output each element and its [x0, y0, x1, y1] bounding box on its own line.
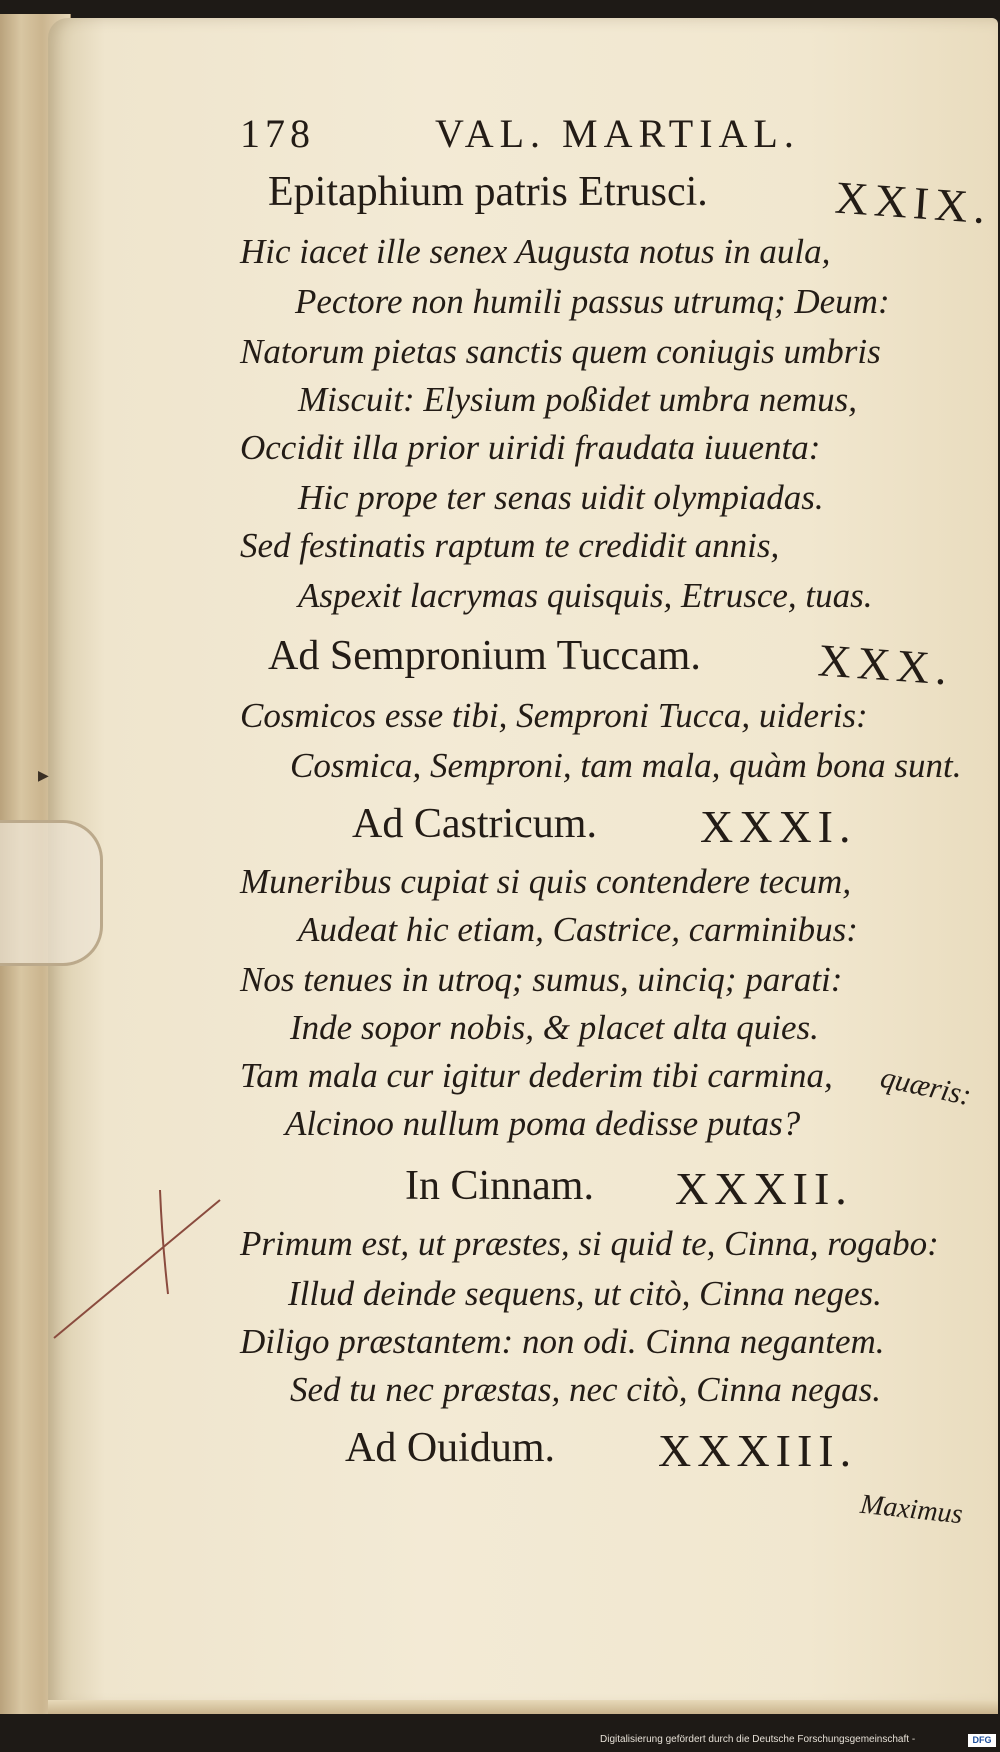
verse-line: Sed tu nec præstas, nec citò, Cinna negas. [290, 1370, 882, 1409]
arrow-marker-icon: ▶ [38, 769, 49, 784]
poem-numeral: XXIX. [833, 171, 994, 234]
poem-title: In Cinnam. [405, 1163, 594, 1209]
page-number: 178 [240, 111, 315, 156]
poem-title: Epitaphium patris Etrusci. [268, 169, 708, 215]
running-header [240, 110, 840, 160]
verse-line: Inde sopor nobis, & placet alta quies. [290, 1008, 819, 1047]
page-bottom-edge [48, 1700, 998, 1714]
poem-numeral: XXXI. [700, 801, 857, 852]
verse-line: Audeat hic etiam, Castrice, carminibus: [298, 910, 858, 949]
digitization-credit: Digitalisierung gefördert durch die Deutsche Forschungsgemeinschaft - [600, 1734, 916, 1745]
verse-line: Primum est, ut præstes, si quid te, Cinna, rogabo: [240, 1224, 939, 1263]
poem-numeral: XXX. [816, 634, 955, 695]
pencil-annotation-mark [50, 1190, 240, 1340]
page-clip [0, 820, 103, 966]
running-title: VAL. MARTIAL. [435, 111, 800, 156]
dfg-logo: DFG [968, 1734, 996, 1747]
poem-numeral: XXXIII. [658, 1425, 858, 1476]
verse-line: Tam mala cur igitur dederim tibi carmina, [240, 1056, 833, 1095]
verse-line: Diligo præstantem: non odi. Cinna negantem. [240, 1322, 885, 1361]
poem-numeral: XXXII. [675, 1163, 853, 1214]
verse-line: Hic iacet ille senex Augusta notus in aula, [240, 232, 831, 271]
verse-line: Cosmica, Semproni, tam mala, quàm bona sunt. [290, 746, 962, 785]
catchword: Maximus [858, 1488, 965, 1531]
verse-line: Miscuit: Elysium poßidet umbra nemus, [298, 380, 857, 419]
verse-line: Cosmicos esse tibi, Semproni Tucca, uideris: [240, 696, 868, 735]
verse-line: Occidit illa prior uiridi fraudata iuuenta: [240, 428, 821, 467]
verse-line: Muneribus cupiat si quis contendere tecum, [240, 862, 852, 901]
turned-line-overflow: quæris: [877, 1060, 975, 1113]
verse-line: Natorum pietas sanctis quem coniugis umbris [240, 332, 881, 371]
verse-line: Hic prope ter senas uidit olympiadas. [298, 478, 824, 517]
verse-line: Illud deinde sequens, ut citò, Cinna neges. [288, 1274, 882, 1313]
poem-title: Ad Castricum. [352, 801, 597, 847]
poem-title: Ad Ouidum. [345, 1425, 555, 1471]
verse-line: Alcinoo nullum poma dedisse putas? [285, 1104, 801, 1143]
verse-line: Nos tenues in utroq; sumus, uinciq; parati: [240, 960, 843, 999]
verse-line: Pectore non humili passus utrumq; Deum: [295, 282, 890, 321]
poem-title: Ad Sempronium Tuccam. [268, 633, 701, 679]
verse-line: Aspexit lacrymas quisquis, Etrusce, tuas. [298, 576, 873, 615]
verse-line: Sed festinatis raptum te credidit annis, [240, 526, 780, 565]
